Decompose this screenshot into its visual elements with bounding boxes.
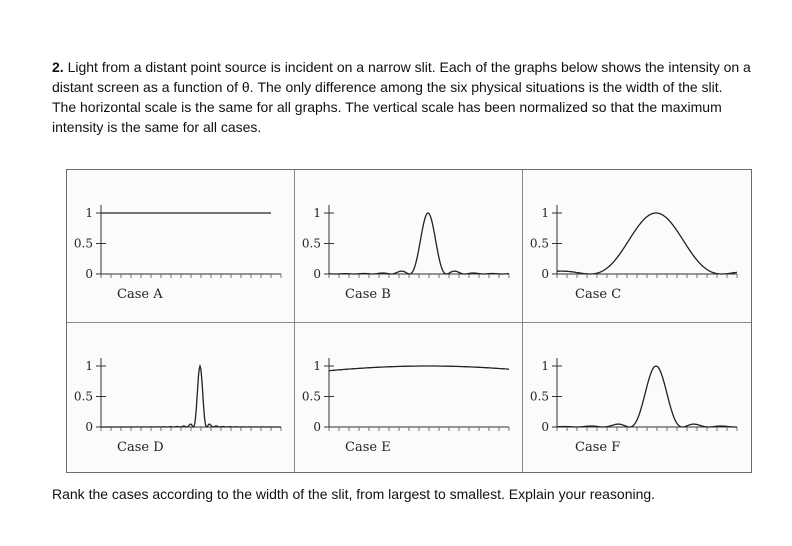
y-tick-label: 0.5 <box>73 236 93 251</box>
case-label: Case C <box>575 287 622 302</box>
case-label: Case F <box>575 440 621 455</box>
question-paragraph-1 <box>52 57 767 97</box>
y-tick-label: 0 <box>313 420 321 434</box>
case-label: Case E <box>345 440 391 455</box>
intensity-curve <box>557 366 737 427</box>
y-tick-label: 0 <box>85 420 93 434</box>
intensity-curve <box>557 213 737 274</box>
case-label: Case D <box>117 440 164 455</box>
y-tick-label: 1 <box>541 359 549 373</box>
panel-case-d <box>74 358 281 455</box>
panel-case-f <box>530 358 737 455</box>
question-number: 2. <box>52 59 64 75</box>
y-tick-label: 0.5 <box>529 389 549 404</box>
y-tick-label: 1 <box>313 206 321 220</box>
case-label: Case A <box>117 287 163 302</box>
y-tick-label: 0.5 <box>73 389 93 404</box>
y-tick-label: 0.5 <box>301 236 321 251</box>
question-line-1: Light from a distant point source is incident on a narrow slit. Each of the graphs below shows the intensity on a distant screen as a function of θ. The only difference among the six physical situations is the width of the slit. <box>52 59 751 95</box>
question-text <box>52 57 767 137</box>
y-tick-label: 0 <box>541 267 549 281</box>
y-tick-label: 0 <box>313 267 321 281</box>
question-paragraph-2: The horizontal scale is the same for all graphs. The vertical scale has been normalized so that the maximum intensity is the same for all cases. <box>52 99 722 135</box>
y-tick-label: 0.5 <box>301 389 321 404</box>
case-label: Case B <box>345 287 391 302</box>
graphs-svg <box>67 170 753 474</box>
panel-case-e <box>302 358 509 455</box>
intensity-curve <box>329 213 509 274</box>
footer-instruction: Rank the cases according to the width of the slit, from largest to smallest. Explain your reasoning. <box>52 486 656 502</box>
panel-case-c <box>530 205 737 302</box>
graph-grid <box>66 169 752 473</box>
y-tick-label: 1 <box>313 359 321 373</box>
intensity-curve <box>101 366 281 427</box>
panel-case-a <box>74 205 281 302</box>
y-tick-label: 0 <box>85 267 93 281</box>
intensity-curve <box>329 366 509 371</box>
y-tick-label: 0.5 <box>529 236 549 251</box>
y-tick-label: 1 <box>85 359 93 373</box>
y-tick-label: 1 <box>85 206 93 220</box>
y-tick-label: 1 <box>541 206 549 220</box>
y-tick-label: 0 <box>541 420 549 434</box>
panel-case-b <box>302 205 509 302</box>
